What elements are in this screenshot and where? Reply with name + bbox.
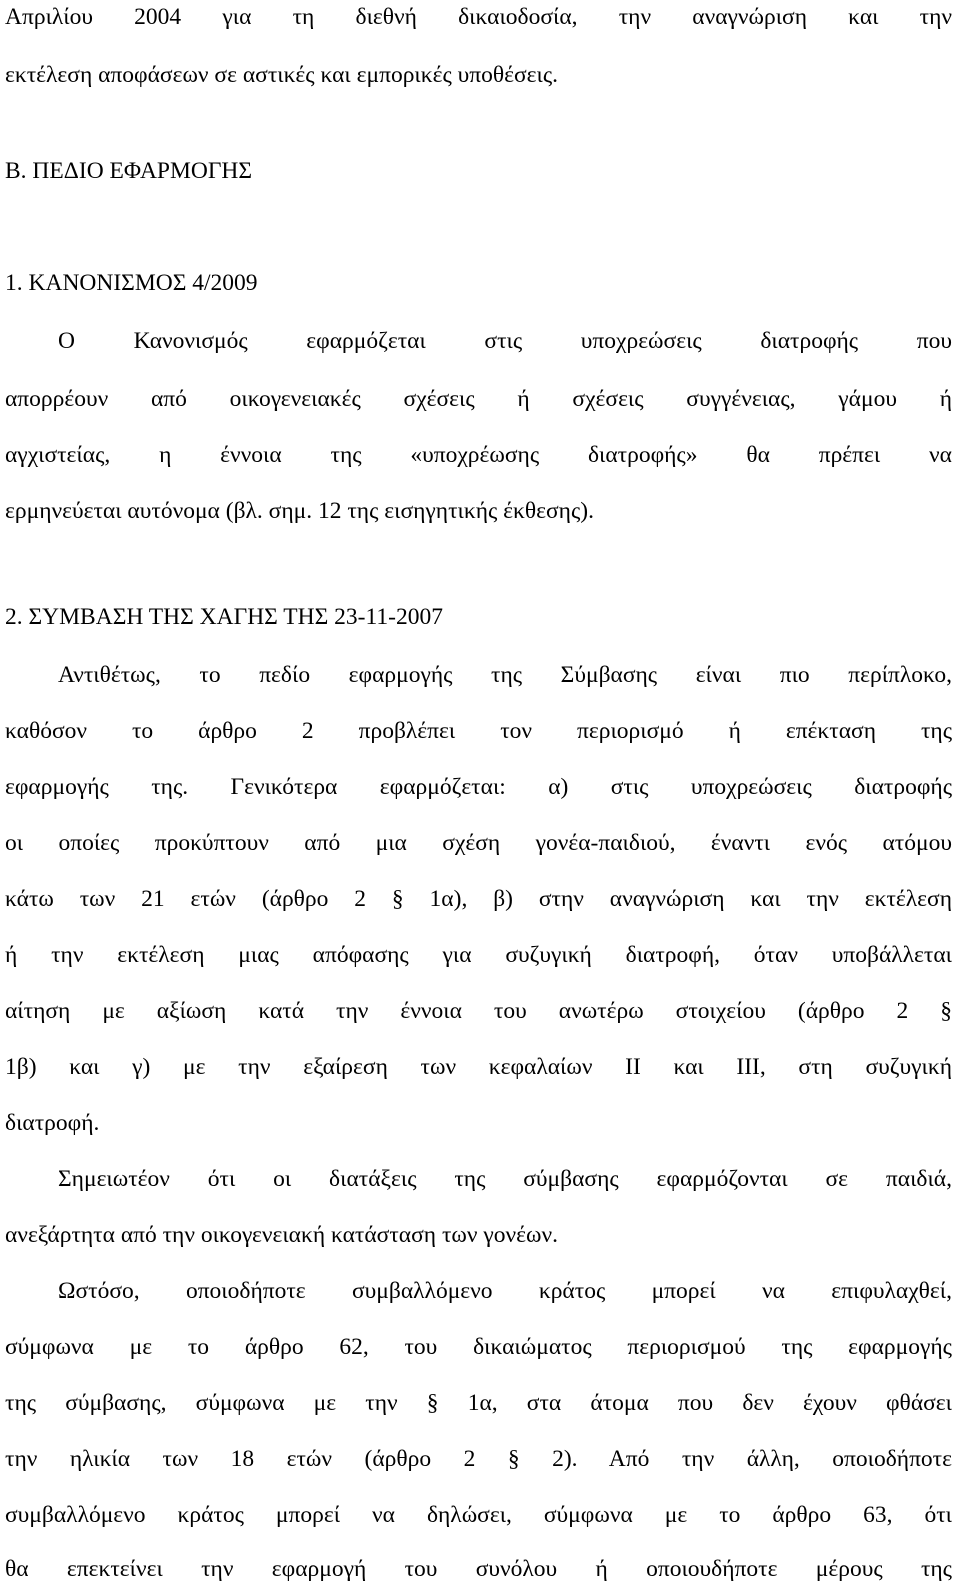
sub2-heading: 2. ΣΥΜΒΑΣΗ ΤΗΣ ΧΑΓΗΣ ΤΗΣ 23-11-2007 [5,604,443,630]
sub2-para1-line: αίτηση με αξίωση κατά την έννοια του ανωτέρω στοιχείου (άρθρο 2 § [5,998,952,1024]
sub2-para1-line: κάτω των 21 ετών (άρθρο 2 § 1α), β) στην αναγνώριση και την εκτέλεση [5,886,952,912]
sub2-para1-line: 1β) και γ) με την εξαίρεση των κεφαλαίων ΙΙ και ΙΙΙ, στη συζυγική [5,1054,952,1080]
sub2-para1-line: διατροφή. [5,1110,100,1136]
sub2-para1-line: Αντιθέτως, το πεδίο εφαρμογής της Σύμβασης είναι πιο περίπλοκο, [58,662,952,688]
sub2-para2-line: ανεξάρτητα από την οικογενειακή κατάσταση των γονέων. [5,1222,558,1248]
sub2-para1-line: οι οποίες προκύπτουν από μια σχέση γονέα-παιδιού, έναντι ενός ατόμου [5,830,952,856]
intro-line: Απριλίου 2004 για τη διεθνή δικαιοδοσία, την αναγνώριση και την [5,4,952,30]
sub1-para-line: απορρέουν από οικογενειακές σχέσεις ή σχέσεις συγγένειας, γάμου ή [5,386,952,412]
sub2-para2-line: Σημειωτέον ότι οι διατάξεις της σύμβασης εφαρμόζονται σε παιδιά, [58,1166,952,1192]
sub2-para3-line: της σύμβασης, σύμφωνα με την § 1α, στα άτομα που δεν έχουν φθάσει [5,1390,952,1416]
sub1-heading: 1. ΚΑΝΟΝΙΣΜΟΣ 4/2009 [5,270,258,296]
sub1-para-line: Ο Κανονισμός εφαρμόζεται στις υποχρεώσεις διατροφής που [58,328,952,354]
sub2-para3-line: θα επεκτείνει την εφαρμογή του συνόλου ή οποιουδήποτε μέρους της [5,1556,952,1582]
sub2-para3-line: Ωστόσο, οποιοδήποτε συμβαλλόμενο κράτος μπορεί να επιφυλαχθεί, [58,1278,952,1304]
sub1-para-line: αγχιστείας, η έννοια της «υποχρέωσης διατροφής» θα πρέπει να [5,442,952,468]
sub2-para3-line: την ηλικία των 18 ετών (άρθρο 2 § 2). Από την άλλη, οποιοδήποτε [5,1446,952,1472]
sub2-para3-line: σύμφωνα με το άρθρο 62, του δικαιώματος περιορισμού της εφαρμογής [5,1334,952,1360]
sub2-para1-line: ή την εκτέλεση μιας απόφασης για συζυγική διατροφή, όταν υποβάλλεται [5,942,952,968]
sub2-para3-line: συμβαλλόμενο κράτος μπορεί να δηλώσει, σύμφωνα με το άρθρο 63, ότι [5,1502,952,1528]
section-b-heading: Β. ΠΕΔΙΟ ΕΦΑΡΜΟΓΗΣ [5,158,253,184]
sub2-para1-line: εφαρμογής της. Γενικότερα εφαρμόζεται: α) στις υποχρεώσεις διατροφής [5,774,952,800]
sub2-para1-line: καθόσον το άρθρο 2 προβλέπει τον περιορισμό ή επέκταση της [5,718,952,744]
sub1-para-line: ερμηνεύεται αυτόνομα (βλ. σημ. 12 της εισηγητικής έκθεσης). [5,498,594,524]
intro-line: εκτέλεση αποφάσεων σε αστικές και εμπορικές υποθέσεις. [5,62,559,88]
